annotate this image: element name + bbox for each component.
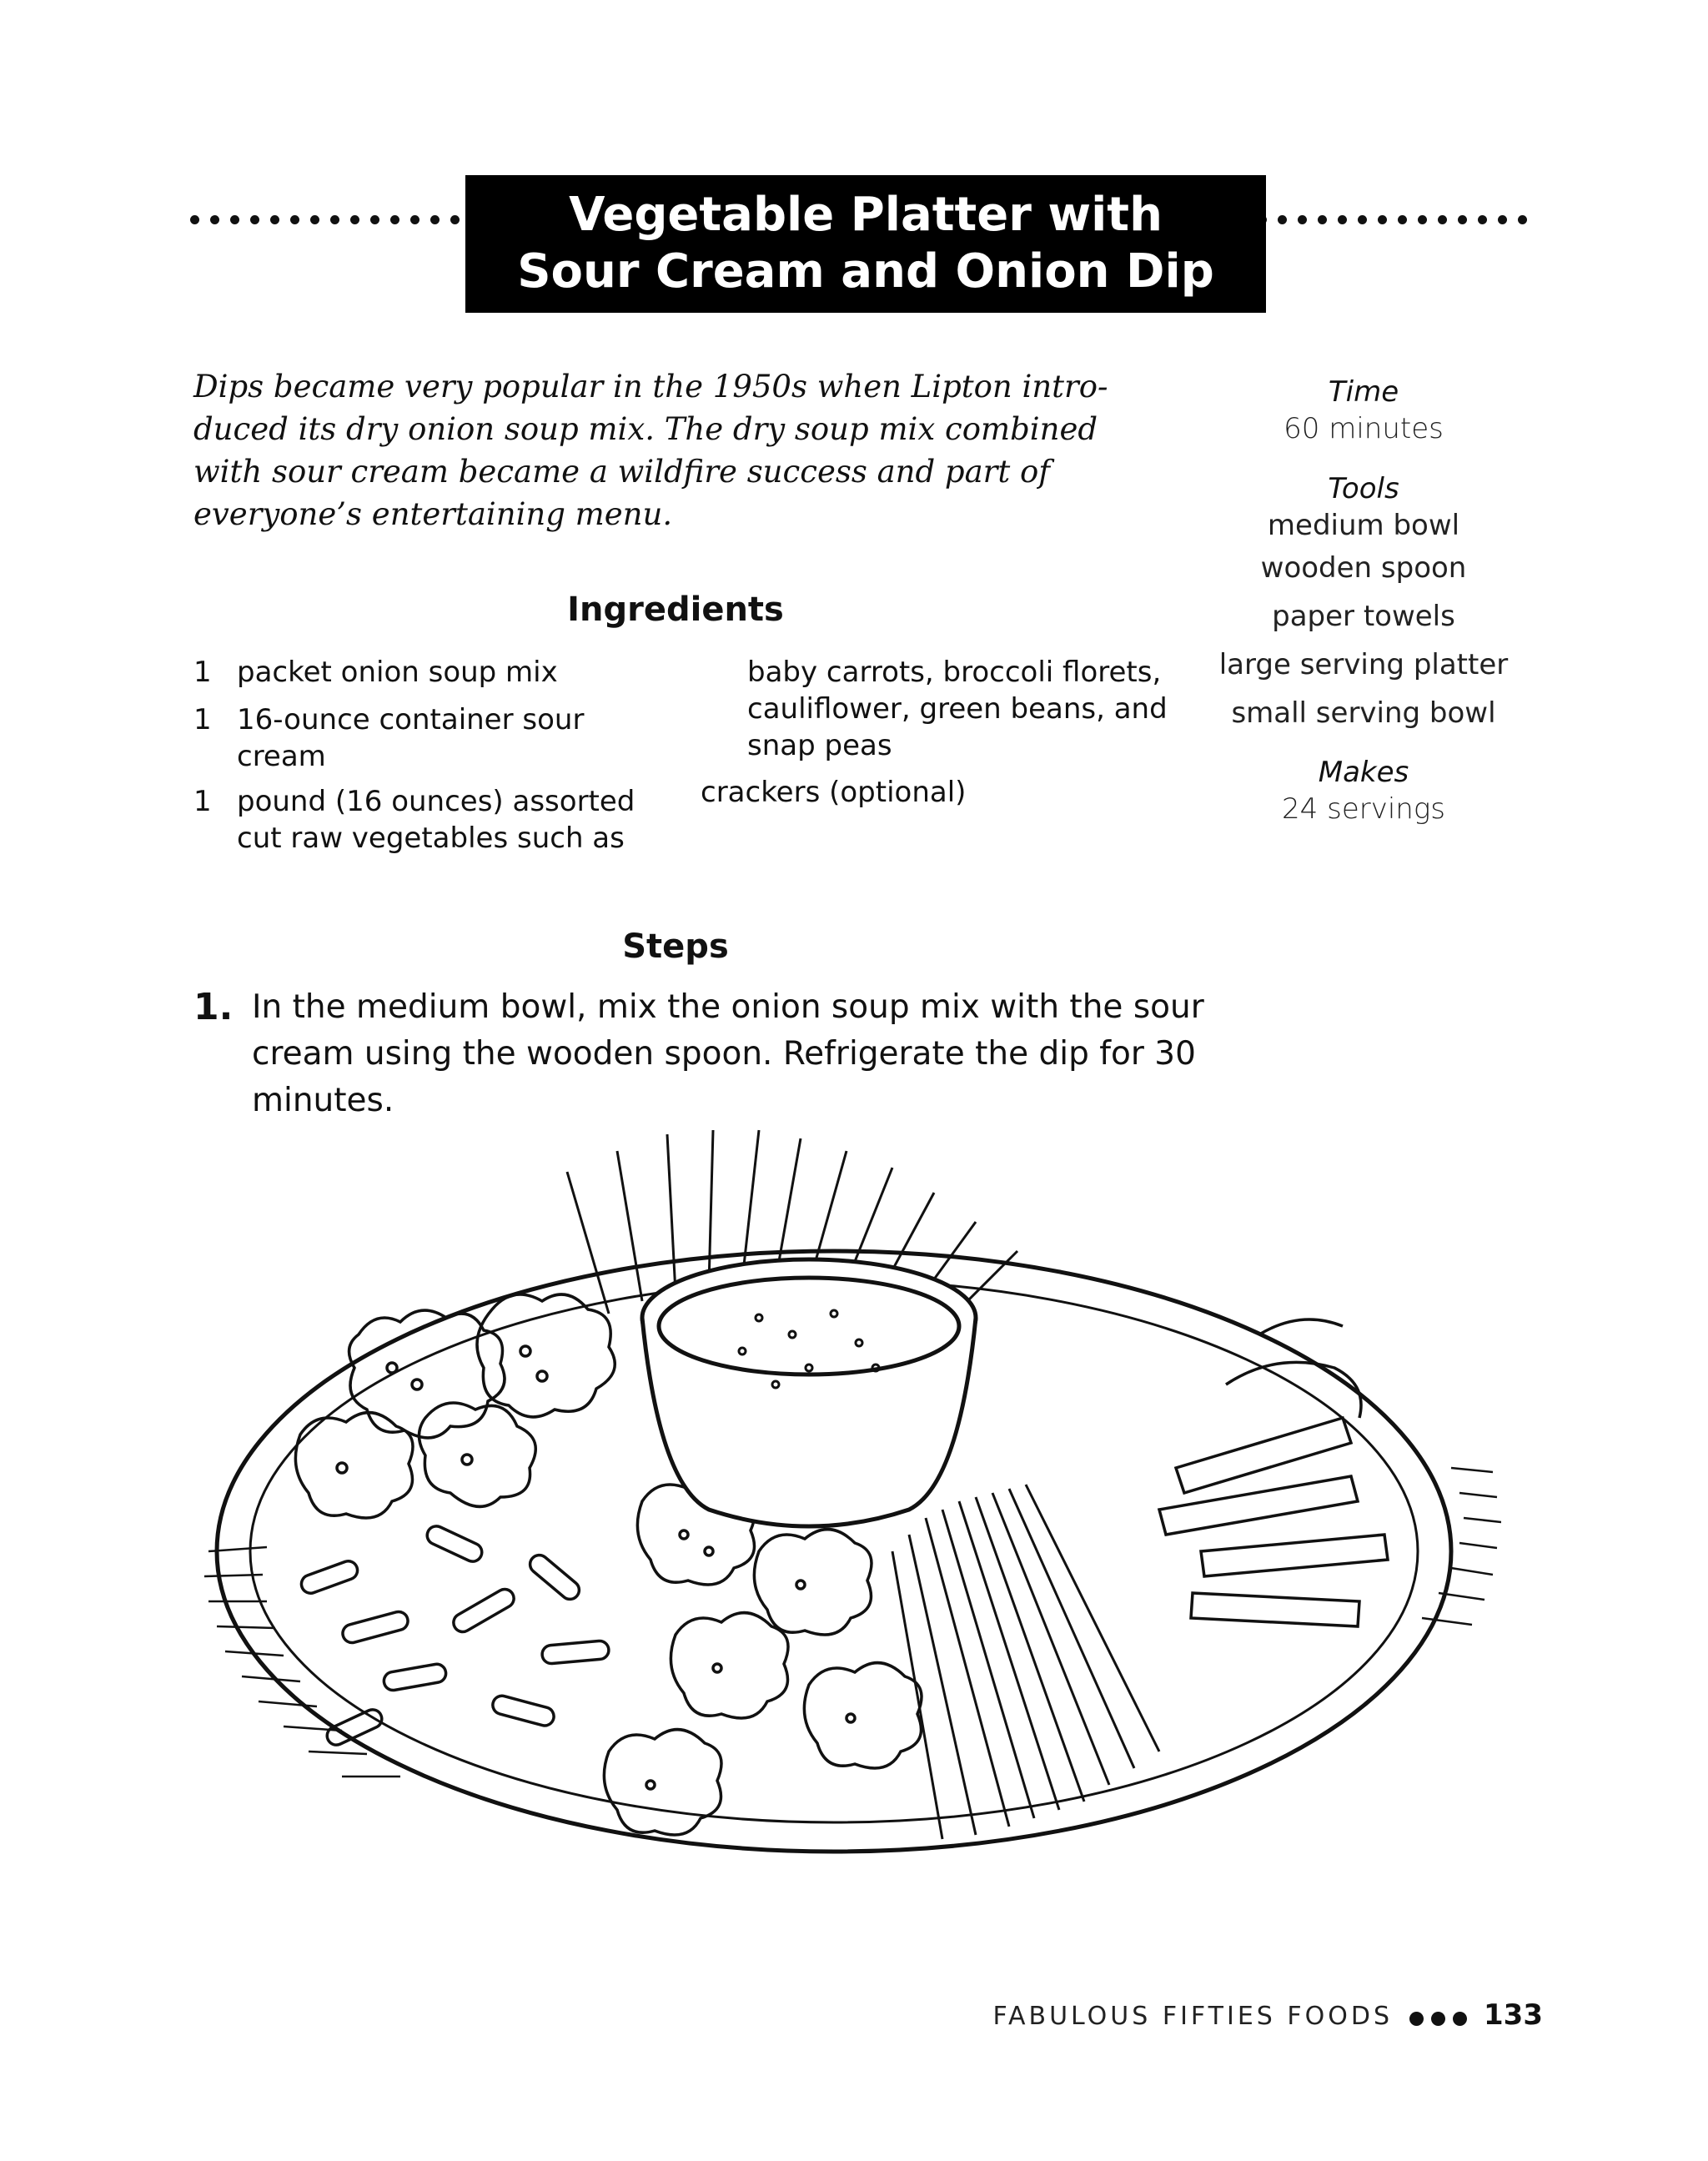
title-dot bbox=[190, 215, 199, 224]
ingredient-item bbox=[193, 783, 661, 857]
intro-line: everyone’s entertaining menu. bbox=[193, 496, 673, 532]
tool-item: wooden spoon bbox=[1260, 551, 1467, 585]
title-dot bbox=[310, 215, 319, 224]
tool-item: large serving platter bbox=[1218, 648, 1509, 681]
ingredient-text: cauliflower, green beans, and bbox=[747, 692, 1168, 726]
time-label: Time bbox=[1328, 375, 1399, 409]
ingredients-continuation bbox=[701, 654, 1201, 811]
ingredient-qty: 1 bbox=[193, 785, 212, 818]
ingredient-text: packet onion soup mix bbox=[237, 656, 558, 689]
title-dot bbox=[1278, 215, 1287, 224]
title-dot bbox=[1338, 215, 1347, 224]
page-title bbox=[465, 175, 1266, 313]
title-dot bbox=[1378, 215, 1387, 224]
title-dot bbox=[1318, 215, 1327, 224]
title-dot bbox=[290, 215, 299, 224]
footer-dots bbox=[1409, 2012, 1468, 2028]
title-dot bbox=[1518, 215, 1527, 224]
title-dots-right bbox=[1258, 215, 1538, 222]
broccoli-group bbox=[604, 1480, 922, 1835]
tool-item: small serving bowl bbox=[1231, 696, 1496, 730]
ingredient-qty: 1 bbox=[193, 656, 212, 689]
tool-item: medium bowl bbox=[1267, 509, 1460, 542]
carrot-sticks-group bbox=[892, 1485, 1159, 1839]
intro-line: duced its dry onion soup mix. The dry soup mix combined bbox=[193, 411, 1098, 447]
title-dot bbox=[230, 215, 239, 224]
ingredient-text: 16-ounce container sour bbox=[237, 703, 585, 736]
title-dot bbox=[1498, 215, 1507, 224]
ingredients-heading: Ingredients bbox=[567, 591, 784, 629]
intro-line: Dips became very popular in the 1950s when Lipton intro- bbox=[193, 369, 1108, 405]
step-text bbox=[252, 984, 1204, 1124]
intro-line: with sour cream became a wildfire success and part of bbox=[193, 454, 1050, 490]
title-dot bbox=[1478, 215, 1487, 224]
ingredient-text: pound (16 ounces) assorted bbox=[237, 785, 635, 818]
footer-dot bbox=[1453, 2012, 1467, 2026]
title-dot bbox=[430, 215, 440, 224]
snap-peas-group bbox=[1159, 1319, 1388, 1626]
title-line-2: Sour Cream and Onion Dip bbox=[517, 244, 1214, 299]
time-value: 60 minutes bbox=[1284, 412, 1444, 445]
footer-dot bbox=[1409, 2012, 1424, 2026]
title-dot bbox=[1418, 215, 1427, 224]
title-dot bbox=[330, 215, 339, 224]
title-dot bbox=[270, 215, 279, 224]
page-number: 133 bbox=[1484, 1998, 1543, 2032]
title-dot bbox=[210, 215, 219, 224]
ingredient-extra: crackers (optional) bbox=[701, 776, 967, 809]
title-dot bbox=[1438, 215, 1447, 224]
makes-label: Makes bbox=[1318, 756, 1409, 789]
ingredient-item bbox=[193, 654, 661, 691]
ingredient-text: baby carrots, broccoli florets, bbox=[747, 656, 1162, 689]
title-dot bbox=[450, 215, 460, 224]
footer-dot bbox=[1431, 2012, 1445, 2026]
title-dot bbox=[1358, 215, 1367, 224]
title-line-1: Vegetable Platter with bbox=[569, 188, 1163, 242]
footer-section-title: FABULOUS FIFTIES FOODS bbox=[992, 2002, 1393, 2031]
dip-bowl bbox=[642, 1259, 976, 1526]
step-line: In the medium bowl, mix the onion soup mix with the sour bbox=[252, 988, 1204, 1026]
page-footer bbox=[967, 1998, 1568, 2040]
ingredient-text: snap peas bbox=[747, 729, 892, 762]
title-dot bbox=[1458, 215, 1467, 224]
step-line: cream using the wooden spoon. Refrigerate the dip for 30 bbox=[252, 1035, 1196, 1073]
ingredient-qty: 1 bbox=[193, 703, 212, 736]
tool-item: paper towels bbox=[1272, 600, 1455, 633]
ingredient-text: cut raw vegetables such as bbox=[237, 822, 625, 855]
ingredients-list bbox=[193, 654, 661, 862]
cauliflower-group bbox=[295, 1294, 615, 1518]
steps-heading: Steps bbox=[622, 927, 729, 966]
title-dot bbox=[390, 215, 399, 224]
vegetable-platter-illustration bbox=[175, 1118, 1501, 1952]
title-dot bbox=[1398, 215, 1407, 224]
step-number: 1. bbox=[193, 986, 234, 1028]
green-beans-group bbox=[299, 1523, 609, 1748]
title-dot bbox=[1298, 215, 1307, 224]
step-line: minutes. bbox=[252, 1082, 394, 1119]
ingredient-text: cream bbox=[237, 740, 326, 773]
title-dot bbox=[250, 215, 259, 224]
recipe-sidebar bbox=[1201, 374, 1526, 827]
intro-paragraph bbox=[193, 365, 1161, 535]
title-dot bbox=[410, 215, 419, 224]
title-dot bbox=[350, 215, 359, 224]
makes-value: 24 servings bbox=[1282, 792, 1445, 826]
title-dot bbox=[370, 215, 379, 224]
tools-label: Tools bbox=[1328, 472, 1399, 505]
ingredient-item bbox=[193, 701, 661, 775]
